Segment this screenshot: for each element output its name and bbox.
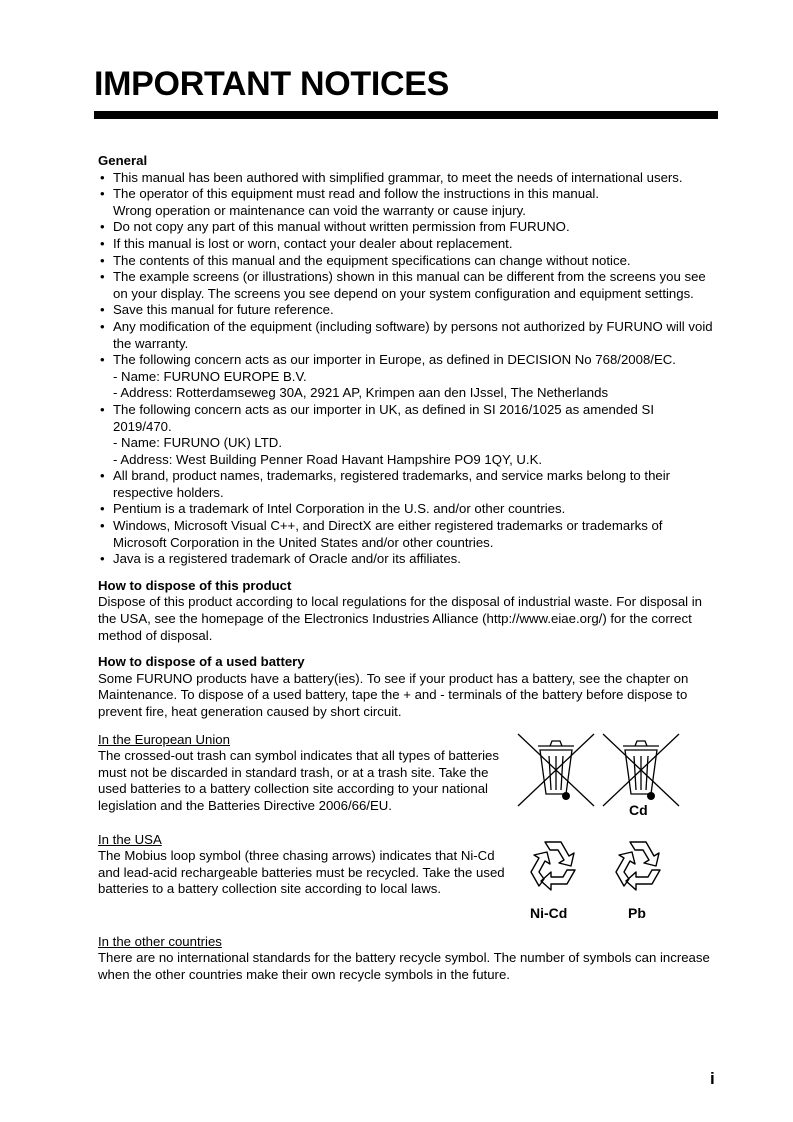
list-item: • The operator of this equipment must read and follow the instructions in this manual. Wrong operation or maintenance can void the warranty or cause injury.: [98, 186, 716, 219]
other-text: There are no international standards for the battery recycle symbol. The number of symbols can increase when the other countries make their own recycle symbols in the future.: [98, 950, 710, 982]
dispose-product-heading: How to dispose of this product: [98, 577, 292, 593]
list-item: • Save this manual for future reference.: [98, 302, 716, 319]
list-item: • All brand, product names, trademarks, registered trademarks, and service marks belong to their respective holders.: [98, 468, 716, 501]
list-item: • The example screens (or illustrations) shown in this manual can be different from the screens you see on your display. The screens you see depend on your system configuration and equipment settings.: [98, 269, 716, 302]
page-title: IMPORTANT NOTICES: [94, 65, 450, 103]
eu-section: [98, 732, 716, 822]
eu-heading: In the European Union: [98, 731, 230, 747]
title-rule: [94, 111, 718, 119]
dispose-battery-heading: How to dispose of a used battery: [98, 654, 305, 670]
recycle-symbols: [516, 832, 706, 924]
usa-heading: In the USA: [98, 831, 162, 847]
list-item: • Do not copy any part of this manual without written permission from FURUNO.: [98, 219, 716, 236]
pb-label: Pb: [628, 904, 646, 921]
crossed-trash-symbols: [516, 732, 706, 822]
eu-text: The crossed-out trash can symbol indicates that all types of batteries must not be discarded in standard trash, or at a trash site. Take the used batteries to a battery collection site according to your national legislation and the Batteries Directive 2006/66/EU.: [98, 748, 499, 813]
eu-importer-name: - Name: FURUNO EUROPE B.V.: [113, 368, 307, 384]
dispose-battery-text: Some FURUNO products have a battery(ies). To see if your product has a battery, see the chapter on Maintenance. To dispose of a used battery, tape the + and - terminals of the battery before dispose to prevent fire, heat generation caused by short circuit.: [98, 670, 689, 719]
list-item: • The contents of this manual and the equipment specifications can change without notice.: [98, 253, 716, 270]
list-item: • Java is a registered trademark of Oracle and/or its affiliates.: [98, 551, 716, 568]
list-item: • The following concern acts as our importer in UK, as defined in SI 2016/1025 as amended SI 2019/470. - Name: FURUNO (UK) LTD. - Address: West Building Penner Road Havant Hampshire PO9 1QY, U.K.: [98, 402, 716, 468]
uk-importer-address: - Address: West Building Penner Road Havant Hampshire PO9 1QY, U.K.: [113, 451, 543, 467]
uk-importer-name: - Name: FURUNO (UK) LTD.: [113, 435, 282, 451]
dispose-product-text: Dispose of this product according to local regulations for the disposal of industrial waste. For disposal in the USA, see the homepage of the Electronics Industries Alliance (http://www.eiae.org/) for the correct method of disposal.: [98, 594, 703, 643]
list-item: • This manual has been authored with simplified grammar, to meet the needs of international users.: [98, 170, 716, 187]
cd-label: Cd: [629, 801, 648, 818]
general-list: [98, 170, 716, 568]
list-item: • Pentium is a trademark of Intel Corporation in the U.S. and/or other countries.: [98, 501, 716, 518]
general-heading: General: [98, 153, 148, 168]
operator-subnote: Wrong operation or maintenance can void the warranty or cause injury.: [113, 202, 526, 218]
list-item: • The following concern acts as our importer in Europe, as defined in DECISION No 768/2008/EC. - Name: FURUNO EUROPE B.V. - Address: Rotterdamseweg 30A, 2921 AP, Krimpen aan den IJssel, The Netherlands: [98, 352, 716, 402]
list-item: • Any modification of the equipment (including software) by persons not authorized by FURUNO will void the warranty.: [98, 319, 716, 352]
other-heading: In the other countries: [98, 933, 222, 949]
list-item: • If this manual is lost or worn, contact your dealer about replacement.: [98, 236, 716, 253]
eu-importer-address: - Address: Rotterdamseweg 30A, 2921 AP, Krimpen aan den IJssel, The Netherlands: [113, 385, 609, 401]
notices-content: [98, 153, 716, 983]
recycle-icon: [516, 832, 706, 904]
usa-section: [98, 832, 716, 924]
crossed-out-bin-icon: [516, 732, 706, 808]
page-number: i: [710, 1069, 715, 1088]
list-item: • Windows, Microsoft Visual C++, and DirectX are either registered trademarks or trademarks of Microsoft Corporation in the United States and/or other countries.: [98, 518, 716, 551]
usa-text: The Mobius loop symbol (three chasing arrows) indicates that Ni-Cd and lead-acid rechargeable batteries must be recycled. Take the used batteries to a battery collection site according to local laws.: [98, 848, 505, 897]
nicd-label: Ni-Cd: [530, 904, 568, 921]
